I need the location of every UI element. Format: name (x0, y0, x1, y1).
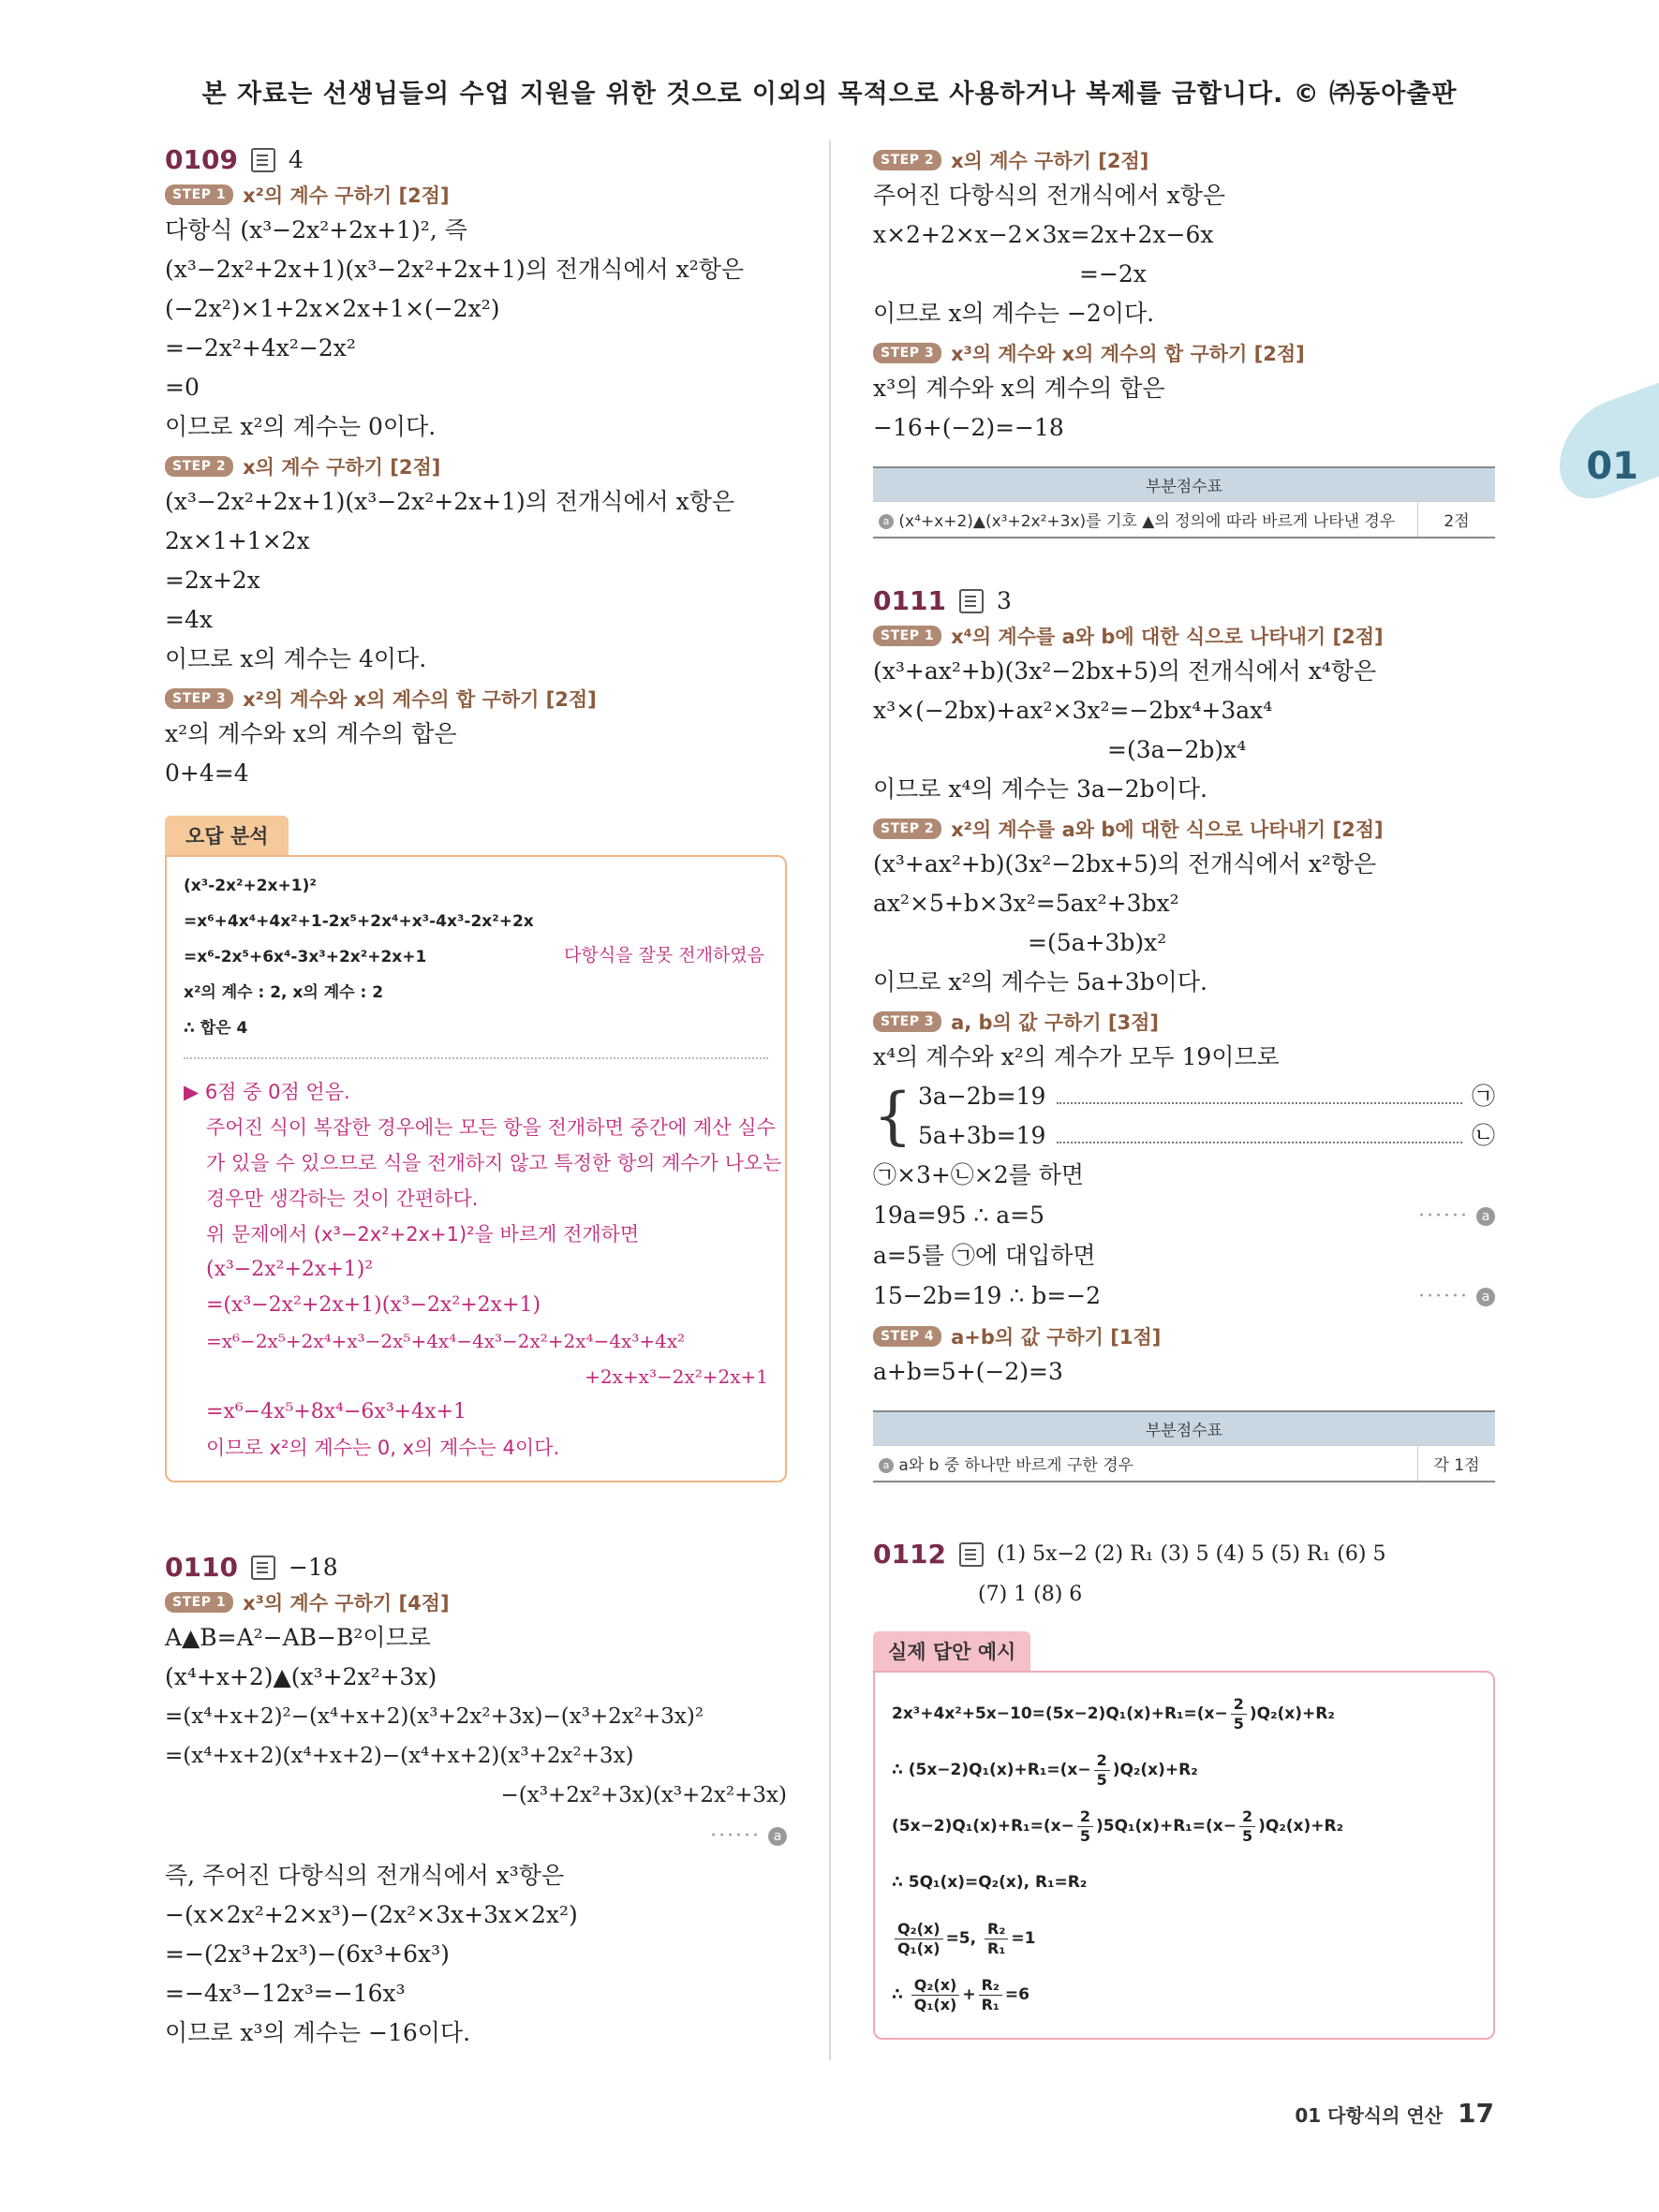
hw-text: 2x³+4x²+5x−10=(5x−2)Q₁(x)+R₁= (892, 1704, 1197, 1723)
handwritten-line: x²의 계수 : 2, x의 계수 : 2 (184, 983, 384, 1002)
step-title: x의 계수 구하기 [2점] (951, 150, 1149, 172)
explanation-line: 주어진 식이 복잡한 경우에는 모든 항을 전개하면 중간에 계산 실수 (206, 1116, 776, 1139)
dots-leader (1057, 1089, 1462, 1104)
step-badge: STEP 2 (873, 818, 941, 839)
score-table-cell (873, 502, 1418, 538)
handwritten-line: (x³-2x²+2x+1)² (184, 877, 317, 895)
explanation-math: =(x³−2x²+2x+1)(x³−2x²+2x+1) (206, 1293, 541, 1317)
marker-a: a (879, 514, 894, 529)
solution-line: A▲B=A²−AB−B²이므로 (165, 1624, 431, 1651)
handwritten-line (892, 1742, 1476, 1798)
equation-system (873, 1077, 1495, 1156)
frac-den: 5 (1241, 1826, 1253, 1845)
hw-text: ∴ (5x−2)Q₁(x)+R₁= (892, 1761, 1060, 1779)
score-table-score: 각 1점 (1418, 1446, 1496, 1482)
error-note: 다항식을 잘못 전개하였음 (564, 945, 764, 966)
solution-line: =(x⁴+x+2)²−(x⁴+x+2)(x³+2x²+3x)−(x³+2x²+3x)² (165, 1704, 704, 1729)
handwritten-line: =x⁶-2x⁵+6x⁴-3x³+2x²+2x+1 (184, 948, 427, 966)
step-header (873, 146, 1495, 174)
page-number: 17 (1458, 2098, 1494, 2129)
step-title: x²의 계수와 x의 계수의 합 구하기 [2점] (243, 688, 597, 711)
score-table-desc: (x⁴+x+2)▲(x³+2x²+3x)를 기호 ▲의 정의에 따라 바르게 나타낸 경우 (898, 512, 1396, 531)
explanation-math: (x³−2x²+2x+1)² (206, 1258, 374, 1281)
score-table-score: 2점 (1418, 502, 1496, 538)
solution-line: =0 (165, 374, 200, 401)
fraction (1239, 1807, 1255, 1846)
solution-line: =2x+2x (165, 567, 260, 594)
solution-line: x⁴의 계수와 x²의 계수가 모두 19이므로 (873, 1043, 1280, 1070)
solution-line: (x³+ax²+b)(3x²−2bx+5)의 전개식에서 x²항은 (873, 850, 1377, 877)
hw-text: (x− (1196, 1704, 1228, 1723)
solution-line: =−2x²+4x²−2x² (165, 334, 356, 361)
fraction (979, 1976, 1002, 2014)
solution-line: 이므로 x²의 계수는 0이다. (165, 413, 437, 440)
problem-number: 0111 (873, 585, 946, 616)
error-analysis-tab: 오답 분석 (165, 816, 289, 855)
equation-tag: ㉠ (1471, 1083, 1495, 1110)
step-badge: STEP 2 (165, 456, 233, 477)
answer-icon (251, 1556, 275, 1580)
explanation-math: =x⁶−4x⁵+8x⁴−6x³+4x+1 (206, 1400, 467, 1423)
solution-line: =(x⁴+x+2)(x⁴+x+2)−(x⁴+x+2)(x³+2x²+3x) (165, 1744, 634, 1768)
chapter-side-number: 01 (1586, 445, 1638, 488)
step-header (165, 1588, 787, 1616)
score-table-desc: a와 b 중 하나만 바르게 구한 경우 (898, 1456, 1134, 1475)
handwritten-line (892, 1686, 1476, 1742)
step-title: a, b의 값 구하기 [3점] (951, 1011, 1160, 1034)
answer-value: (7) 1 (8) 6 (978, 1583, 1083, 1606)
frac-num: Q₂(x) (895, 1920, 943, 1939)
frac-den: R₁ (981, 1995, 1000, 2013)
solution-line: =−4x³−12x³=−16x³ (165, 1980, 406, 2007)
answer-icon (959, 589, 984, 613)
mark-row (165, 1815, 787, 1856)
handwritten-line (892, 1967, 1476, 2023)
marker-a: a (1476, 1207, 1495, 1226)
fraction (985, 1920, 1008, 1958)
answer-value: (1) 5x−2 (2) R₁ (3) 5 (4) 5 (5) R₁ (6) 5 (996, 1542, 1386, 1566)
hw-text: )5Q₁(x)+R₁= (1095, 1817, 1206, 1836)
solution-line: 이므로 x⁴의 계수는 3a−2b이다. (873, 775, 1207, 803)
equation-row (918, 1077, 1495, 1116)
solution-line: a+b=5+(−2)=3 (873, 1358, 1063, 1385)
step-badge: STEP 1 (165, 184, 233, 205)
step-header (873, 339, 1495, 367)
frac-num: Q₂(x) (911, 1976, 960, 1996)
partial-score-table (873, 1410, 1495, 1482)
hw-text: =1 (1011, 1929, 1036, 1948)
answer-icon (959, 1542, 984, 1567)
solution-line: 주어진 다항식의 전개식에서 x항은 (873, 182, 1226, 209)
example-answer-tab: 실제 답안 예시 (873, 1631, 1030, 1671)
solution-line: 이므로 x²의 계수는 5a+3b이다. (873, 968, 1207, 995)
solution-row (873, 1276, 1495, 1317)
explanation-line: 가 있을 수 있으므로 식을 전개하지 않고 특정한 항의 계수가 나오는 (206, 1152, 782, 1174)
brace-symbol: { (873, 1080, 912, 1152)
solution-line: ax²×5+b×3x²=5ax²+3bx² (873, 890, 1179, 917)
solution-line: x³의 계수와 x의 계수의 합은 (873, 375, 1165, 402)
step-header (873, 1008, 1495, 1036)
frac-num: 2 (1077, 1807, 1093, 1827)
step-title: x³의 계수와 x의 계수의 합 구하기 [2점] (951, 343, 1305, 365)
hw-text: + (962, 1985, 976, 2004)
explanation-math: +2x+x³−2x²+2x+1 (585, 1365, 768, 1388)
explanation-math: =x⁶−2x⁵+2x⁴+x³−2x⁵+4x⁴−4x³−2x²+2x⁴−4x³+4x² (206, 1330, 686, 1352)
solution-line: ㉠×3+㉡×2를 하면 (873, 1161, 1085, 1188)
score-table-header: 부분점수표 (873, 1411, 1495, 1446)
solution-line: 이므로 x³의 계수는 −16이다. (165, 2019, 471, 2046)
solution-line: =−2x (1079, 260, 1147, 288)
step-title: x의 계수 구하기 [2점] (243, 456, 441, 479)
step-title: x⁴의 계수를 a와 b에 대한 식으로 나타내기 [2점] (951, 626, 1384, 648)
frac-den: 5 (1079, 1826, 1090, 1845)
step-title: x²의 계수를 a와 b에 대한 식으로 나타내기 [2점] (951, 818, 1384, 841)
marker-a: a (768, 1827, 787, 1846)
solution-line: (x³−2x²+2x+1)(x³−2x²+2x+1)의 전개식에서 x항은 (165, 488, 735, 515)
hw-text: )Q₂(x)+R₂ (1258, 1817, 1344, 1836)
step-header (165, 452, 787, 480)
problem-header-0111 (873, 585, 1495, 616)
solution-line: 즉, 주어진 다항식의 전개식에서 x³항은 (165, 1862, 565, 1889)
step-badge: STEP 1 (165, 1592, 233, 1613)
solution-line: (x³−2x²+2x+1)(x³−2x²+2x+1)의 전개식에서 x²항은 (165, 256, 745, 283)
solution-line: (x³+ax²+b)(3x²−2bx+5)의 전개식에서 x⁴항은 (873, 657, 1377, 685)
solution-line: =(5a+3b)x² (1028, 929, 1167, 956)
solution-line: (x⁴+x+2)▲(x³+2x²+3x) (165, 1663, 437, 1690)
handwritten-line (892, 1910, 1476, 1967)
frac-den: R₁ (987, 1939, 1006, 1957)
step-header (165, 181, 787, 209)
solution-line: x×2+2×x−2×3x=2x+2x−6x (873, 221, 1214, 248)
step-header (873, 1322, 1495, 1350)
step-badge: STEP 3 (873, 343, 941, 363)
answer-value: −18 (288, 1554, 338, 1581)
answer-icon (251, 148, 275, 172)
step-title: a+b의 값 구하기 [1점] (951, 1326, 1162, 1349)
score-table-cell (873, 1446, 1418, 1482)
equation-tag: ㉡ (1471, 1122, 1495, 1149)
explanation-line: 경우만 생각하는 것이 간편하다. (206, 1187, 479, 1210)
solution-line: 다항식 (x³−2x²+2x+1)², 즉 (165, 216, 467, 243)
explanation-line: ▶ 6점 중 0점 얻음. (184, 1081, 350, 1103)
step-badge: STEP 3 (165, 688, 233, 709)
handwritten-line (892, 1798, 1476, 1854)
step-header (873, 815, 1495, 843)
fraction (895, 1920, 943, 1958)
fraction (1077, 1807, 1093, 1846)
hw-text: ∴ (892, 1985, 903, 2004)
fraction (1231, 1695, 1247, 1733)
dots-leader: ······ (1418, 1285, 1470, 1308)
step-title: x³의 계수 구하기 [4점] (243, 1592, 450, 1615)
page-footer (1295, 2098, 1494, 2129)
problem-header-0109 (165, 144, 787, 175)
solution-row (873, 1195, 1495, 1236)
frac-den: Q₁(x) (913, 1995, 957, 2013)
equation-lines (918, 1077, 1495, 1156)
frac-num: 2 (1239, 1807, 1255, 1827)
hw-text: (x− (1206, 1817, 1237, 1836)
step-badge: STEP 3 (873, 1011, 941, 1032)
error-analysis-box (165, 855, 787, 1482)
example-answer-box (873, 1671, 1495, 2040)
solution-line: x³×(−2bx)+ax²×3x²=−2bx⁴+3ax⁴ (873, 697, 1273, 724)
hw-text: )Q₂(x)+R₂ (1249, 1704, 1335, 1723)
dots-leader: ······ (710, 1824, 762, 1848)
solution-line: −(x³+2x²+3x)(x³+2x²+3x) (500, 1783, 787, 1807)
handwritten-line: ∴ 합은 4 (184, 1019, 248, 1038)
solution-line: −(x×2x²+2×x³)−(2x²×3x+3x×2x²) (165, 1901, 578, 1928)
explanation-line: 이므로 x²의 계수는 0, x의 계수는 4이다. (206, 1437, 560, 1459)
step-badge: STEP 4 (873, 1326, 941, 1347)
answer-value: 3 (996, 587, 1012, 614)
dots-leader: ······ (1418, 1204, 1470, 1228)
equation: 3a−2b=19 (918, 1083, 1046, 1110)
solution-line: −16+(−2)=−18 (873, 414, 1064, 441)
hw-text: =6 (1004, 1985, 1029, 2004)
problem-header-0110 (165, 1552, 787, 1583)
equation-row (918, 1116, 1495, 1156)
solution-line: x²의 계수와 x의 계수의 합은 (165, 720, 457, 747)
fraction (1094, 1751, 1110, 1790)
copyright-banner: 본 자료는 선생님들의 수업 지원을 위한 것으로 이외의 목적으로 사용하거나 복제를 금합니다. © ㈜동아출판 (201, 80, 1458, 109)
answer-value: 4 (288, 146, 304, 173)
chapter-title: 01 다항식의 연산 (1295, 2104, 1444, 2127)
fraction (911, 1976, 960, 2014)
problem-number: 0110 (165, 1552, 238, 1583)
problem-number: 0109 (165, 144, 238, 175)
solution-line: 이므로 x의 계수는 −2이다. (873, 300, 1155, 327)
left-column (165, 140, 787, 2053)
solution-line: =−(2x³+2x³)−(6x³+6x³) (165, 1940, 450, 1968)
solution-line: =4x (165, 606, 213, 633)
hw-text: =5, (945, 1929, 977, 1948)
problem-number: 0112 (873, 1539, 946, 1570)
step-title: x²의 계수 구하기 [2점] (243, 184, 450, 207)
frac-num: R₂ (985, 1920, 1008, 1939)
solution-line: (−2x²)×1+2x×2x+1×(−2x²) (165, 295, 500, 322)
solution-line: 19a=95 ∴ a=5 (873, 1202, 1045, 1229)
hw-text: (5x−2)Q₁(x)+R₁= (892, 1817, 1044, 1836)
step-badge: STEP 1 (873, 626, 941, 646)
marker-a: a (1476, 1288, 1495, 1306)
solution-line: 2x×1+1×2x (165, 527, 310, 554)
solution-line: 이므로 x의 계수는 4이다. (165, 645, 427, 672)
frac-den: 5 (1233, 1714, 1244, 1733)
frac-den: Q₁(x) (897, 1939, 941, 1957)
partial-score-table (873, 466, 1495, 538)
frac-den: 5 (1096, 1770, 1107, 1789)
solution-line: 15−2b=19 ∴ b=−2 (873, 1282, 1102, 1309)
problem-header-0112 (873, 1539, 1495, 1570)
solution-line: a=5를 ㉠에 대입하면 (873, 1242, 1096, 1269)
frac-num: 2 (1231, 1695, 1247, 1715)
step-badge: STEP 2 (873, 150, 941, 170)
handwritten-line: =x⁶+4x⁴+4x²+1-2x⁵+2x⁴+x³-4x³-2x²+2x (184, 912, 534, 931)
solution-line: =(3a−2b)x⁴ (1107, 736, 1247, 763)
step-header (873, 622, 1495, 650)
dotted-divider (184, 1057, 768, 1059)
score-table-header: 부분점수표 (873, 467, 1495, 502)
frac-num: 2 (1094, 1751, 1110, 1771)
hw-text: (x− (1043, 1817, 1074, 1836)
hw-text: (x− (1059, 1761, 1091, 1779)
step-header (165, 685, 787, 713)
solution-line: 0+4=4 (165, 759, 249, 787)
right-column (873, 140, 1495, 2040)
dots-leader (1057, 1128, 1462, 1143)
frac-num: R₂ (979, 1976, 1002, 1996)
equation: 5a+3b=19 (918, 1122, 1046, 1149)
hw-text: )Q₂(x)+R₂ (1112, 1761, 1198, 1779)
column-divider (829, 140, 831, 2060)
marker-a: a (879, 1458, 894, 1473)
handwritten-line: ∴ 5Q₁(x)=Q₂(x), R₁=R₂ (892, 1873, 1088, 1892)
explanation-line: 위 문제에서 (x³−2x²+2x+1)²을 바르게 전개하면 (206, 1223, 640, 1246)
